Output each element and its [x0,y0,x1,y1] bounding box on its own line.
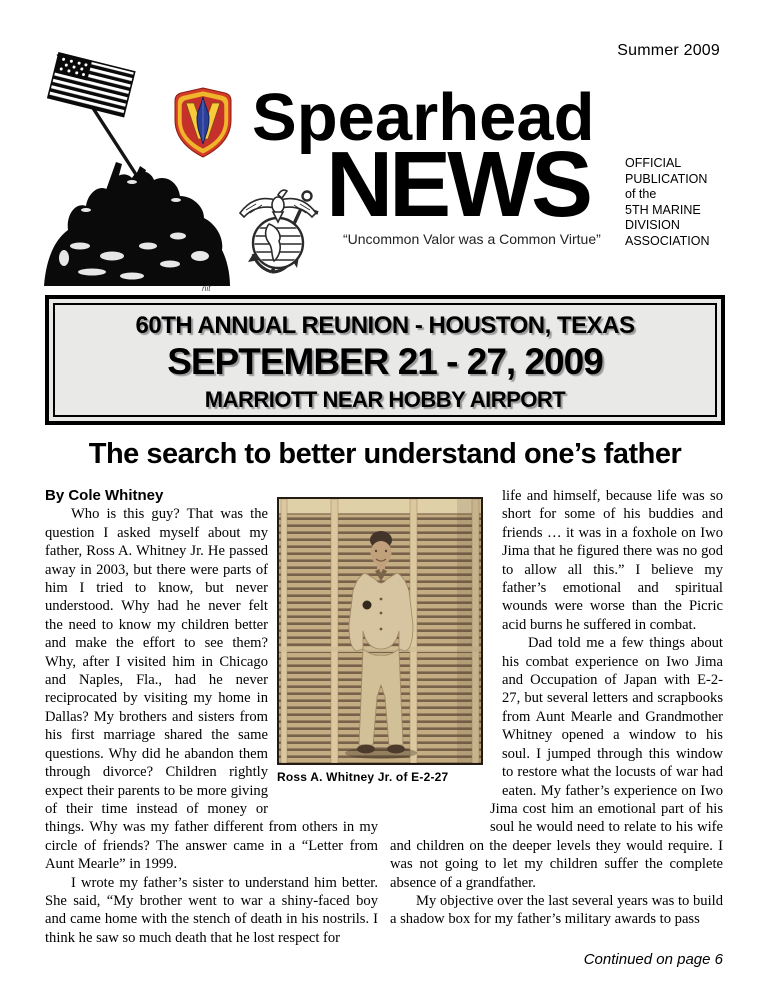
reunion-banner-inner [53,303,717,417]
usmc-eagle-globe-anchor-icon [238,180,323,292]
soldier-photo-illustration [279,499,481,763]
reunion-venue: MARRIOTT NEAR HOBBY AIRPORT [204,387,566,412]
article-paragraph: My objective over the last several years was to build a shadow box for my father’s military awards to pass [390,892,723,928]
masthead-title-news: NEWS [326,132,589,236]
article-paragraph: I wrote my father’s sister to understand him better. She said, “My brother went to war a shiny-faced boy and came home with the stench of death in his nostrils. I think he saw so much death that he lost respect for [45,874,378,946]
reunion-banner [45,295,725,425]
pub-line: 5TH MARINE [625,202,701,217]
photo-caption: Ross A. Whitney Jr. of E-2-27 [277,770,449,784]
article-byline: By Cole Whitney [45,487,164,504]
photo-block [277,497,483,784]
article-paragraph: life and himself, because life was so short for some of his buddies and friends … it was in a foxhole on Iwo Jima that he figured there was no god to allow all this.” I believe my father’s emotional and spiritual wounds were worse than the Picric acid burns he suffered in combat. [502,488,723,633]
caption-wrap-spacer [390,790,490,827]
issue-date: Summer 2009 [617,42,720,59]
masthead-tagline: “Uncommon Valor was a Common Virtue” [343,231,601,247]
svg-text:nit: nit [202,284,211,293]
pub-line: DIVISION [625,218,680,233]
pub-line: of the [625,187,657,202]
reunion-dates: SEPTEMBER 21 - 27, 2009 [167,341,603,382]
pub-line: ASSOCIATION [625,233,710,248]
article-paragraph: Dad told me a few things about his combat experience on Iwo Jima and Occupation of Japan with E-2-27, but several letters and scrapbooks from Aunt Mearle and Grandmother Whitney opened a window to his soul. I jumped through this window to restore what the locusts of war had eaten. My father’s experience on Iwo Jima cost him an emotional part of his soul he would need to relate to his wife and children on the deeper levels they would require. I was not going to let my children suffer the complete absence of a grandfather. [390,635,723,891]
pub-line: PUBLICATION [625,171,708,186]
reunion-title: 60TH ANNUAL REUNION - HOUSTON, TEXAS [135,312,635,339]
article-headline: The search to better understand one’s father [88,438,682,470]
masthead-title-spearhead: Spearhead [252,80,595,155]
official-publication-block [625,156,710,250]
soldier-portrait-photo [277,497,483,765]
pub-line: OFFICIAL [625,156,682,170]
continued-note: Continued on page 6 [583,950,723,968]
5th-marine-division-insignia-icon [170,86,236,160]
article-paragraph: Who is this guy? That was the question I asked myself about my father, Ross A. Whitney Jr. He passed away in 2003, but there were parts of him I tried to know, but never understood. Why had he never felt the need to know my children better and make the effort to see them? Why, after I visited him in Chicago and Naples, Fla., had he never reciprocated by visiting my home in Dallas? My brothers and sisters from his first marriage shared the same questions. Why did he abandon them through divorce? Children rightly expect their parents to be more giving of their time instead of money or things. Why was my father different from others in my circle of friends? The answer came in a “Letter from Aunt Mearle” in 1999. [45,506,378,873]
